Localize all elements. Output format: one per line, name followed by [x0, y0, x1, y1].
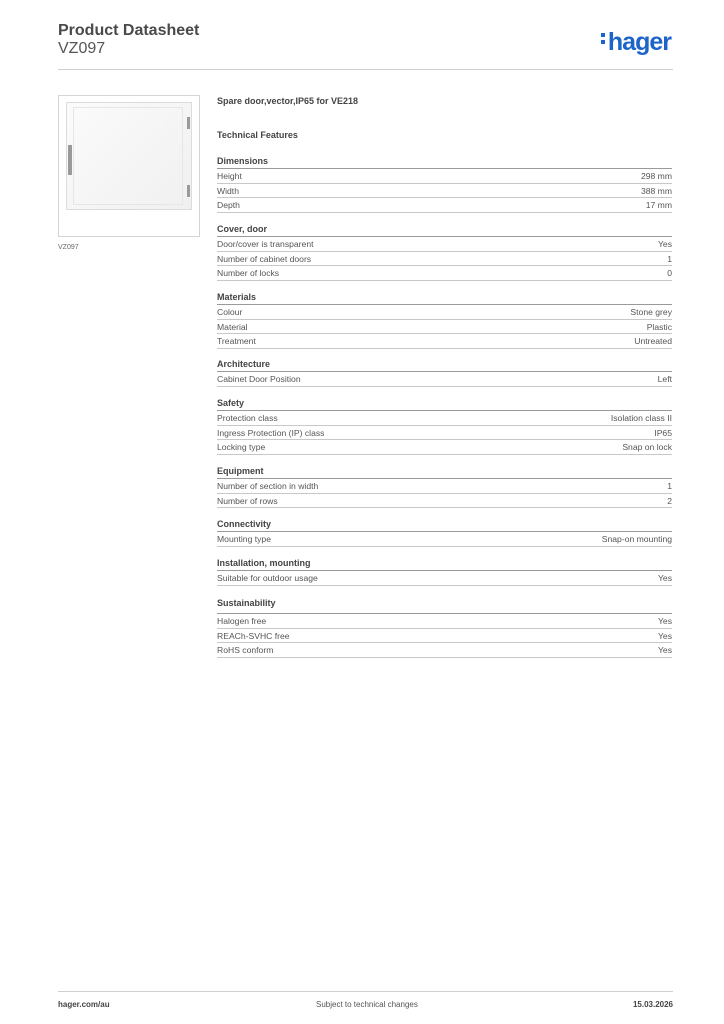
table-row — [217, 532, 672, 547]
row-label: Locking type — [217, 442, 266, 453]
table-row — [217, 479, 672, 494]
row-value: 1 — [667, 253, 672, 264]
row-label: Suitable for outdoor usage — [217, 572, 318, 583]
table-row — [217, 266, 672, 281]
section-cover-door — [217, 222, 672, 281]
row-label: Number of section in width — [217, 480, 319, 491]
logo-dots-icon — [601, 33, 605, 47]
image-caption: VZ097 — [58, 244, 79, 251]
table-row — [217, 305, 672, 320]
row-label: Depth — [217, 200, 240, 211]
section-title: Connectivity — [217, 517, 672, 532]
row-value: Isolation class II — [610, 412, 672, 423]
spare-door-image — [66, 102, 192, 210]
row-value: Left — [657, 373, 672, 384]
row-value: Stone grey — [630, 306, 672, 317]
table-row — [217, 198, 672, 213]
product-image — [58, 95, 200, 237]
section-title: Cover, door — [217, 222, 672, 237]
section-sustainability — [217, 596, 672, 658]
section-safety — [217, 396, 672, 455]
section-connectivity — [217, 517, 672, 547]
table-row — [217, 320, 672, 335]
page-footer — [58, 991, 673, 1011]
row-label: Height — [217, 170, 242, 181]
table-row — [217, 440, 672, 455]
row-value: 388 mm — [640, 185, 672, 196]
section-title: Architecture — [217, 357, 672, 372]
row-value: Snap-on mounting — [601, 533, 672, 544]
row-value: 1 — [667, 480, 672, 491]
row-label: Ingress Protection (IP) class — [217, 427, 325, 438]
table-row — [217, 571, 672, 586]
row-label: Protection class — [217, 412, 278, 423]
row-label: Colour — [217, 306, 243, 317]
table-row — [217, 169, 672, 184]
row-label: Treatment — [217, 336, 256, 347]
table-row — [217, 237, 672, 252]
row-label: Halogen free — [217, 615, 267, 626]
row-value: Yes — [657, 645, 672, 656]
section-equipment — [217, 464, 672, 508]
footer-website-link[interactable]: hager.com/au — [58, 1000, 110, 1009]
row-value: Snap on lock — [622, 442, 672, 453]
row-label: Cabinet Door Position — [217, 373, 301, 384]
row-label: Material — [217, 321, 248, 332]
footer-notice: Subject to technical changes — [316, 1000, 418, 1009]
footer-date: 15.03.2026 — [632, 1000, 673, 1009]
section-title: Dimensions — [217, 154, 672, 169]
row-value: 0 — [667, 268, 672, 279]
section-title: Equipment — [217, 464, 672, 479]
row-label: Mounting type — [217, 533, 271, 544]
section-installation — [217, 556, 672, 586]
row-value: Yes — [657, 572, 672, 583]
row-value: 2 — [667, 495, 672, 506]
section-title: Sustainability — [217, 596, 672, 614]
logo-text: hager — [607, 28, 671, 56]
table-row — [217, 411, 672, 426]
table-row — [217, 184, 672, 199]
section-architecture — [217, 357, 672, 387]
page-header — [58, 22, 673, 70]
table-row — [217, 614, 672, 629]
row-value: Plastic — [646, 321, 672, 332]
table-row — [217, 334, 672, 349]
row-value: Yes — [657, 238, 672, 249]
row-label: Number of locks — [217, 268, 280, 279]
table-row — [217, 643, 672, 658]
section-title: Materials — [217, 290, 672, 305]
row-value: 298 mm — [640, 170, 672, 181]
document-title: Product Datasheet — [58, 22, 200, 39]
technical-features-heading: Technical Features — [217, 130, 298, 140]
table-row — [217, 494, 672, 509]
row-label: Number of rows — [217, 495, 278, 506]
product-description: Spare door,vector,IP65 for VE218 — [217, 96, 359, 106]
row-label: Width — [217, 185, 239, 196]
row-value: Yes — [657, 630, 672, 641]
row-value: Untreated — [634, 336, 672, 347]
row-value: Yes — [657, 615, 672, 626]
row-value: 17 mm — [645, 200, 672, 211]
row-label: Number of cabinet doors — [217, 253, 312, 264]
row-label: REACh-SVHC free — [217, 630, 290, 641]
row-label: RoHS conform — [217, 645, 274, 656]
table-row — [217, 629, 672, 644]
section-materials — [217, 290, 672, 349]
product-code: VZ097 — [58, 40, 106, 57]
section-title: Installation, mounting — [217, 556, 672, 571]
section-dimensions — [217, 154, 672, 213]
row-value: IP65 — [654, 427, 672, 438]
table-row — [217, 252, 672, 267]
hager-logo — [601, 28, 671, 57]
section-title: Safety — [217, 396, 672, 411]
table-row — [217, 372, 672, 387]
row-label: Door/cover is transparent — [217, 238, 314, 249]
table-row — [217, 426, 672, 441]
